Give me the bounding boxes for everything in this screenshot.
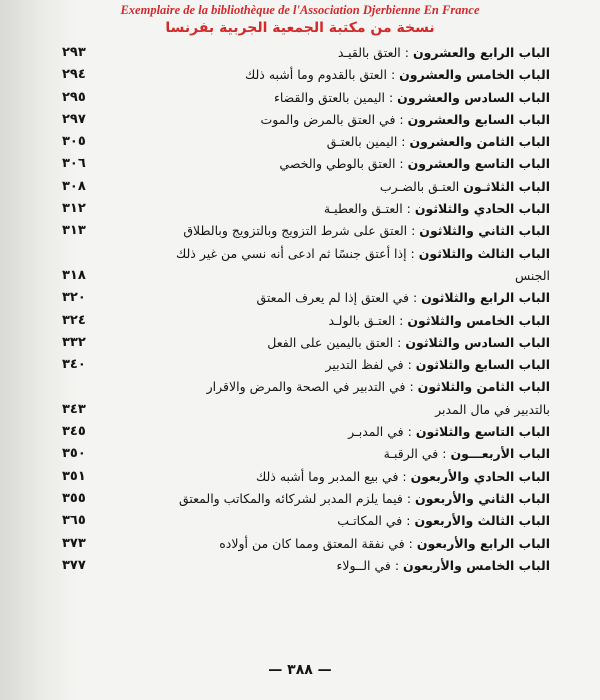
chapter-title: : في الــولاء xyxy=(336,557,404,573)
page-number: ٣١٢ xyxy=(62,201,86,217)
toc-entry xyxy=(62,131,552,153)
toc-entry xyxy=(62,421,552,443)
page-number: ٣٤٣ xyxy=(62,401,86,417)
toc-entry xyxy=(62,466,552,488)
page-number-footer: — ٣٨٨ — xyxy=(268,662,332,678)
chapter-label: الباب الثامن والثلاثون xyxy=(417,379,550,395)
toc-entry xyxy=(62,153,552,175)
page-number: ٣٠٨ xyxy=(62,178,86,194)
toc-entry-text xyxy=(435,399,552,421)
page-number: ٣٤٠ xyxy=(62,357,86,373)
toc-entry xyxy=(62,287,552,309)
toc-entry xyxy=(62,310,552,332)
chapter-label: الباب السادس والثلاثون xyxy=(405,334,550,350)
chapter-label: الباب الثالث والأربعون xyxy=(414,513,550,529)
toc-entry-text xyxy=(279,153,552,175)
toc-entry xyxy=(62,443,552,465)
toc-entry xyxy=(62,198,552,220)
toc-entry-text xyxy=(207,376,552,398)
chapter-label: الباب الرابع والأربعون xyxy=(416,535,550,551)
chapter-title: : العتق بالقدوم وما أشبه ذلك xyxy=(244,67,400,83)
chapter-title: الجنس xyxy=(514,267,550,283)
toc-entry xyxy=(62,176,552,198)
chapter-label: الباب الثاني والثلاثون xyxy=(419,223,550,239)
chapter-title: : في لفظ التدبير xyxy=(325,357,416,373)
chapter-title: العتـق بالضـرب xyxy=(379,178,464,194)
chapter-title: : في بيع المدبر وما أشبه ذلك xyxy=(255,468,411,484)
toc-entry-text xyxy=(267,332,552,354)
chapter-title: : في المدبـر xyxy=(348,424,416,440)
chapter-title: : اليمين بالعتق والقضاء xyxy=(273,89,398,105)
chapter-title: : في العتق بالمرض والموت xyxy=(260,111,408,127)
chapter-label: الباب الأربعـــون xyxy=(450,446,550,462)
chapter-title: : في التدبير في الصحة والمرض والاقرار xyxy=(206,379,418,395)
chapter-title: : اليمين بالعتـق xyxy=(326,134,410,150)
toc-entry xyxy=(62,42,552,64)
page-number: ٣٢٤ xyxy=(62,312,86,328)
toc-entry xyxy=(62,64,552,86)
chapter-title: : العتق بالوطي والخصي xyxy=(279,156,408,172)
toc-entry-text xyxy=(380,176,552,198)
chapter-title: : العتـق بالولـد xyxy=(328,312,408,328)
library-stamp-arabic: نسخة من مكتبة الجمعية الجربية بفرنسا xyxy=(165,20,435,36)
page-number: ٢٩٣ xyxy=(62,45,86,60)
page-number: ٣٤٥ xyxy=(62,424,86,440)
chapter-label: الباب الحادي والأربعون xyxy=(410,468,550,484)
page-number: ٣٣٢ xyxy=(62,334,86,350)
chapter-title: : فيما يلزم المدبر لشركائه والمكاتب والمعتق xyxy=(178,490,416,506)
chapter-title: : في المكاتـب xyxy=(337,513,415,529)
toc-entry-text xyxy=(245,64,552,86)
library-stamp-french: Exemplaire de la bibliothèque de l'Association Djerbienne En France xyxy=(120,3,480,17)
page-number: ٣٧٧ xyxy=(62,557,86,573)
chapter-label: الباب السابع والثلاثون xyxy=(415,357,550,373)
toc-entry xyxy=(62,265,552,287)
page-number: ٣٥٥ xyxy=(62,490,86,506)
page-number: ٢٩٤ xyxy=(62,67,86,83)
page-number: ٣١٣ xyxy=(62,223,86,239)
toc-entry xyxy=(62,533,552,555)
page-number: ٣٠٥ xyxy=(62,134,86,150)
chapter-label: الباب التاسع والثلاثون xyxy=(415,424,550,440)
toc-entry xyxy=(62,109,552,131)
toc-entry-text xyxy=(176,243,552,265)
page-number: ٣١٨ xyxy=(62,267,86,283)
toc-entry-text xyxy=(515,265,552,287)
chapter-label: الباب الحادي والثلاثون xyxy=(414,201,550,217)
page-number: ٢٩٥ xyxy=(62,89,86,105)
chapter-title: بالتدبير في مال المدبر xyxy=(435,401,550,417)
chapter-label: الباب السابع والعشرون xyxy=(407,111,550,127)
chapter-label: الباب الثاني والأربعون xyxy=(415,490,550,506)
chapter-label: الباب السادس والعشرون xyxy=(397,89,550,105)
toc-entry-text xyxy=(326,354,552,376)
toc-entry-text xyxy=(337,510,552,532)
toc-entry-text xyxy=(338,42,552,64)
chapter-label: الباب الخامس والعشرون xyxy=(399,67,550,83)
toc-entry xyxy=(62,376,552,398)
chapter-title: : في العتق إذا لم يعرف المعتق xyxy=(256,290,422,306)
page-number: ٣٧٣ xyxy=(62,535,86,551)
toc-entry-text xyxy=(348,421,552,443)
toc-entry-text xyxy=(183,220,552,242)
toc-entry-text xyxy=(327,131,552,153)
toc-entry xyxy=(62,510,552,532)
toc-entry-text xyxy=(384,443,552,465)
toc-entry-text xyxy=(274,87,552,109)
toc-entry xyxy=(62,354,552,376)
page-number: ٢٩٧ xyxy=(62,111,86,127)
toc-entry-text xyxy=(336,555,552,577)
toc-entry xyxy=(62,87,552,109)
page-number: ٣٦٥ xyxy=(62,513,86,529)
toc-entry-text xyxy=(261,109,553,131)
chapter-label: الباب الثلاثـون xyxy=(463,178,550,194)
page-number: ٣٥١ xyxy=(62,468,86,484)
toc-entry xyxy=(62,332,552,354)
toc-entry-text xyxy=(179,488,552,510)
chapter-title: : العتق باليمين على الفعل xyxy=(267,334,406,350)
chapter-title: : العتق بالقيـد xyxy=(337,45,413,60)
page-number: ٣٢٠ xyxy=(62,290,86,306)
toc-entry xyxy=(62,488,552,510)
chapter-title: : العتـق والعطيـة xyxy=(323,201,415,217)
toc-entry-text xyxy=(328,310,552,332)
toc-entry-text xyxy=(256,287,552,309)
toc-entry xyxy=(62,243,552,265)
chapter-title: : في الرقبـة xyxy=(383,446,451,462)
chapter-title: : في نفقة المعتق ومما كان من أولاده xyxy=(219,535,417,551)
toc-entry-text xyxy=(256,466,552,488)
chapter-title: : إذا أعتق جنسًا ثم ادعى أنه نسي من غير ذلك xyxy=(175,245,419,261)
toc-entry xyxy=(62,220,552,242)
toc-entry-text xyxy=(219,533,552,555)
chapter-label: الباب الثامن والعشرون xyxy=(409,134,550,150)
chapter-label: الباب الخامس والثلاثون xyxy=(407,312,550,328)
table-of-contents xyxy=(62,42,552,577)
toc-entry-text xyxy=(324,198,552,220)
chapter-label: الباب التاسع والعشرون xyxy=(407,156,550,172)
page-number: ٣٥٠ xyxy=(62,446,86,462)
toc-entry xyxy=(62,555,552,577)
toc-entry xyxy=(62,399,552,421)
page-number: ٣٠٦ xyxy=(62,156,86,172)
chapter-label: الباب الرابع والثلاثون xyxy=(421,290,550,306)
chapter-label: الباب الثالث والثلاثون xyxy=(418,245,550,261)
chapter-title: : العتق على شرط التزويج وبالتزويج وبالطلاق xyxy=(183,223,420,239)
chapter-label: الباب الخامس والأربعون xyxy=(403,557,550,573)
chapter-label: الباب الرابع والعشرون xyxy=(412,45,550,60)
